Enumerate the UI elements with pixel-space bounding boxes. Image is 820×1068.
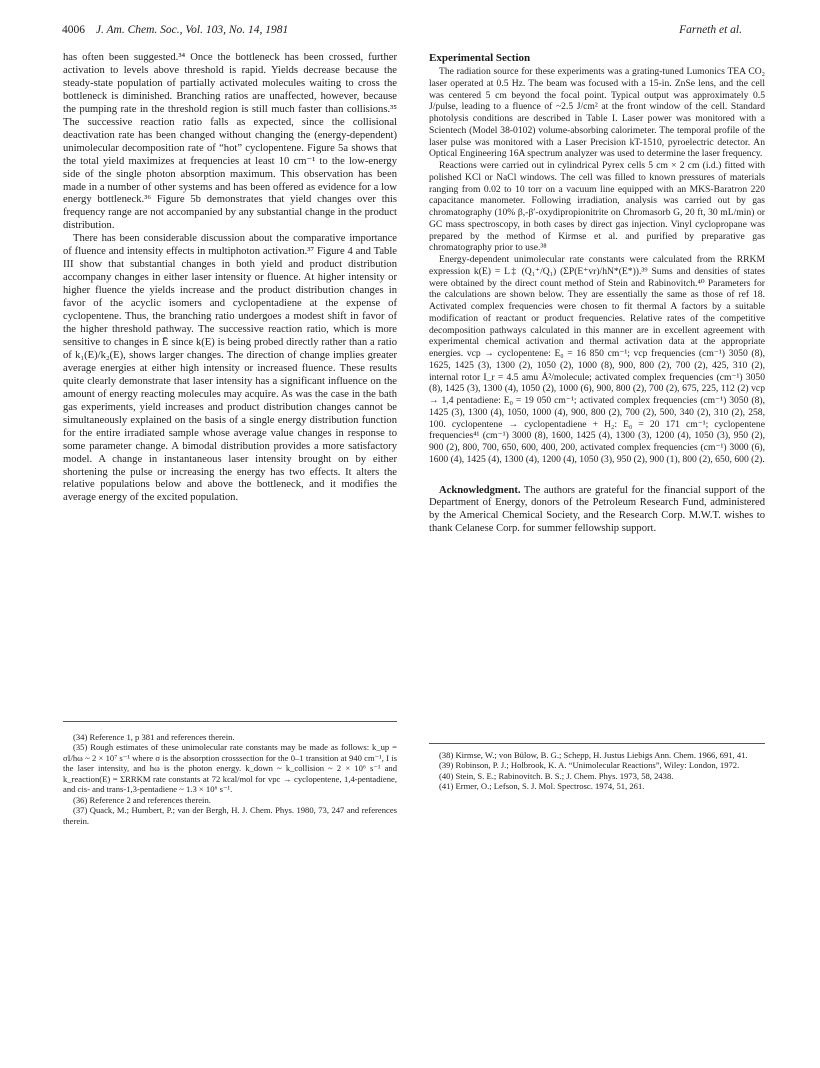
journal-citation: J. Am. Chem. Soc., Vol. 103, No. 14, 1981 (95, 24, 289, 36)
footnote-divider (429, 743, 765, 744)
body-paragraph: has often been suggested.³⁴ Once the bottleneck has been crossed, further activation to levels above threshold is rapid. Yields decrease because the steady-state population of partially activated molecules waiting to cross the bottleneck is diminished. Branching ratios are unaffected, however, because the pumping rate in the threshold region is still much faster than collisions.³⁵ The successive reaction ratio falls as expected, since the collisional deactivation rate has been changed without changing the (energy-dependent) unimolecular decomposition rate of “hot” cyclopentene. Figure 5a shows that the total yield maximizes at frequencies at least 10 cm⁻¹ to the low-energy side of the single photon absorption maximum. This observation has been made in a number of other systems and has been offered as evidence for a low energy bottleneck.³⁶ Figure 5b demonstrates that yield changes over this frequency range are not accompanied by any substantial change in the product distribution. (63, 52, 397, 232)
footnote: (39) Robinson, P. J.; Holbrook, K. A. “Unimolecular Reactions”, Wiley: London, 1972. (439, 760, 740, 771)
footnotes-left (63, 732, 397, 826)
footnote: (41) Ermer, O.; Lefson, S. J. Mol. Spectrosc. 1974, 51, 261. (439, 781, 645, 792)
running-header-left (62, 24, 288, 36)
footnote-divider (63, 721, 397, 722)
experimental-paragraph: Reactions were carried out in cylindrical Pyrex cells 5 cm × 2 cm (i.d.) fitted with polished KCl or NaCl windows. The cell was filled to known pressures of materials ranging from 0.02 to 10 torr on a vacuum line equipped with an MKS-Baratron 220 capacitance manometer. Following irradiation, analysis was carried out by gas chromatography (10% β,-β′-oxydipropionitrite on Chromasorb G, 20 ft, 30 mL/min) or GC mass spectroscopy, in both cases by direct gas injection. Vinyl cyclopropane was prepared by the method of Kirmse et al. and purified by preparative gas chromatography prior to use.³⁸ (429, 160, 765, 254)
acknowledgment-text: The authors are grateful for the financial support of the Department of Energy, donors of the Petroleum Research Fund, administered by the Americal Chemical Society, and the Research Corp. M.W.T. wishes to thank Celanese Corp. for summer fellowship support. (429, 484, 765, 535)
body-paragraph: There has been considerable discussion about the comparative importance of fluence and intensity effects in multiphoton activation.³⁷ Figure 4 and Table III show that substantial changes in both yield and product distribution accompany changes in either laser intensity or fluence. At higher intensity or higher fluence the yields increase and the product distribution changes in favor of the acyclic isomers and cyclopentadiene at the expense of cyclopentene. Thus, the branching ratio undergoes a modest shift in favor of the higher threshold pathway. The successive reaction ratio, which is more sensitive to changes in Ē since k(E) is being probed directly rather than a ratio of k₁(E)/k₂(E), shows larger changes. The direction of change implies greater average energies at either high intensity or increased fluence. These results quite clearly demonstrate that laser intensity has a significant influence on the amount of energy reacting molecules may acquire. As was the case in the bath gas experiments, yield increases and product distribution changes cannot be simultaneously explained on the basis of a single energy distribution function for the entire irradiated sample whose average value changes in response to some parameter change. A bimodal distribution provides a more satisfactory model. A change in instantaneous laser intensity brought on by either shortening the pulse or increasing the energy has two effects. It alters the relative populations below and above the bottleneck, and it modifies the average energy of the excited population. (63, 233, 397, 504)
right-column (429, 52, 765, 547)
footnotes-right (429, 750, 765, 792)
running-header-authors: Farneth et al. (679, 24, 742, 36)
experimental-paragraph: Energy-dependent unimolecular rate constants were calculated from the RRKM expression k(E) = L‡ (Q₁⁺/Q₁) (ΣP(E⁺vr)/hN*(E*)).³⁹ Sums and densities of states were obtained by the direct count method of Stein and Rabinovitch.⁴⁰ Parameters for the calculations are shown below. They are essentially the same as those of ref 18. Activated complex frequencies were chosen to fit thermal A factors by a suitable modification of reactant or product frequencies. Relative rates of the competitive decomposition pathways calculated in this manner are in excellent agreement with experimental chemical activation and thermal activation data at the appropriate energies. vcp → cyclopentene: E₀ = 16 850 cm⁻¹; vcp frequencies (cm⁻¹) 3050 (8), 1625, 1425 (3), 1300 (2), 1050 (2), 1000 (8), 900, 800 (2), 700 (2), 425, 310 (2), internal rotor I_r = 4.5 amu Å²/molecule; activated complex frequencies (cm⁻¹) 3050 (8), 1425 (3), 1300 (4), 1050 (2), 1000 (6), 900, 800 (2), 700 (2), 675, 225, 112 (2) vcp → 1,4 pentadiene: E₀ = 19 050 cm⁻¹; activated complex frequencies (cm⁻¹) 3050 (8), 1425 (3), 1300 (4), 1050, 1000 (4), 900, 800 (2), 700 (2), 500, 340 (2), 310 (2), 258, 100. cyclopentene → cyclopentadiene + H₂: E₀ = 20 171 cm⁻¹; cyclopentene frequencies⁴¹ (cm⁻¹) 3000 (8), 1600, 1425 (4), 1300 (3), 1200 (4), 1050 (3), 950 (2), 900 (2), 800, 700, 650, 600, 400, 200, activated complex frequencies (cm⁻¹) 3000 (6), 1600 (4), 1425 (4), 1300 (4), 1200 (4), 1050 (3), 950 (2), 900 (1), 800 (2), 650, 600 (2). (429, 254, 765, 465)
left-column (63, 52, 397, 505)
footnote: (34) Reference 1, p 381 and references therein. (73, 732, 235, 742)
footnote: (35) Rough estimates of these unimolecular rate constants may be made as follows: k_up = σI/hω ~ 2 × 10⁷ s⁻¹ where σ is the absorption crosssection for the 0–1 transition at 940 cm⁻¹, I is the laser intensity, and hω is the photon energy. k_down ~ k_collision ~ 2 × 10⁶ s⁻¹ and k_reaction(E) = ΣRRKM rate constants at 72 kcal/mol for vpc → cyclopentene, 1,4-pentadiene, and cis- and trans-1,3-pentadiene ~ 1.3 × 10⁶ s⁻¹. (63, 742, 397, 795)
acknowledgment (429, 485, 765, 537)
footnote: (38) Kirmse, W.; von Bülow, B. G.; Schepp, H. Justus Liebigs Ann. Chem. 1966, 691, 41. (439, 750, 748, 760)
section-title: Experimental Section (429, 52, 531, 64)
acknowledgment-heading: Acknowledgment. (439, 484, 521, 496)
footnote: (36) Reference 2 and references therein. (73, 794, 211, 805)
page-number: 4006 (62, 24, 85, 36)
experimental-paragraph: The radiation source for these experiments was a grating-tuned Lumonics TEA CO₂ laser operated at 0.5 Hz. The beam was focused with a 15-in. ZnSe lens, and the cell was centered 5 cm beyond the focal point. Typical output was approximately 0.5 J/pulse, leading to a fluence of ~2.5 J/cm² at the front window of the cell. Standard photolysis conditions are described in Table I. Laser power was monitored with a Scientech (Model 38-0102) volume-absorbing calorimeter. The temporal profile of the laser pulse was monitored with a Laser Precision kT-1510, pyroelectric detector. An Optical Engineering 16A spectrum analyzer was used to determine the laser frequency. (429, 66, 765, 160)
footnote: (37) Quack, M.; Humbert, P.; van der Bergh, H. J. Chem. Phys. 1980, 73, 247 and references therein. (63, 805, 397, 826)
footnote: (40) Stein, S. E.; Rabinovitch. B. S.; J. Chem. Phys. 1973, 58, 2438. (439, 770, 674, 781)
